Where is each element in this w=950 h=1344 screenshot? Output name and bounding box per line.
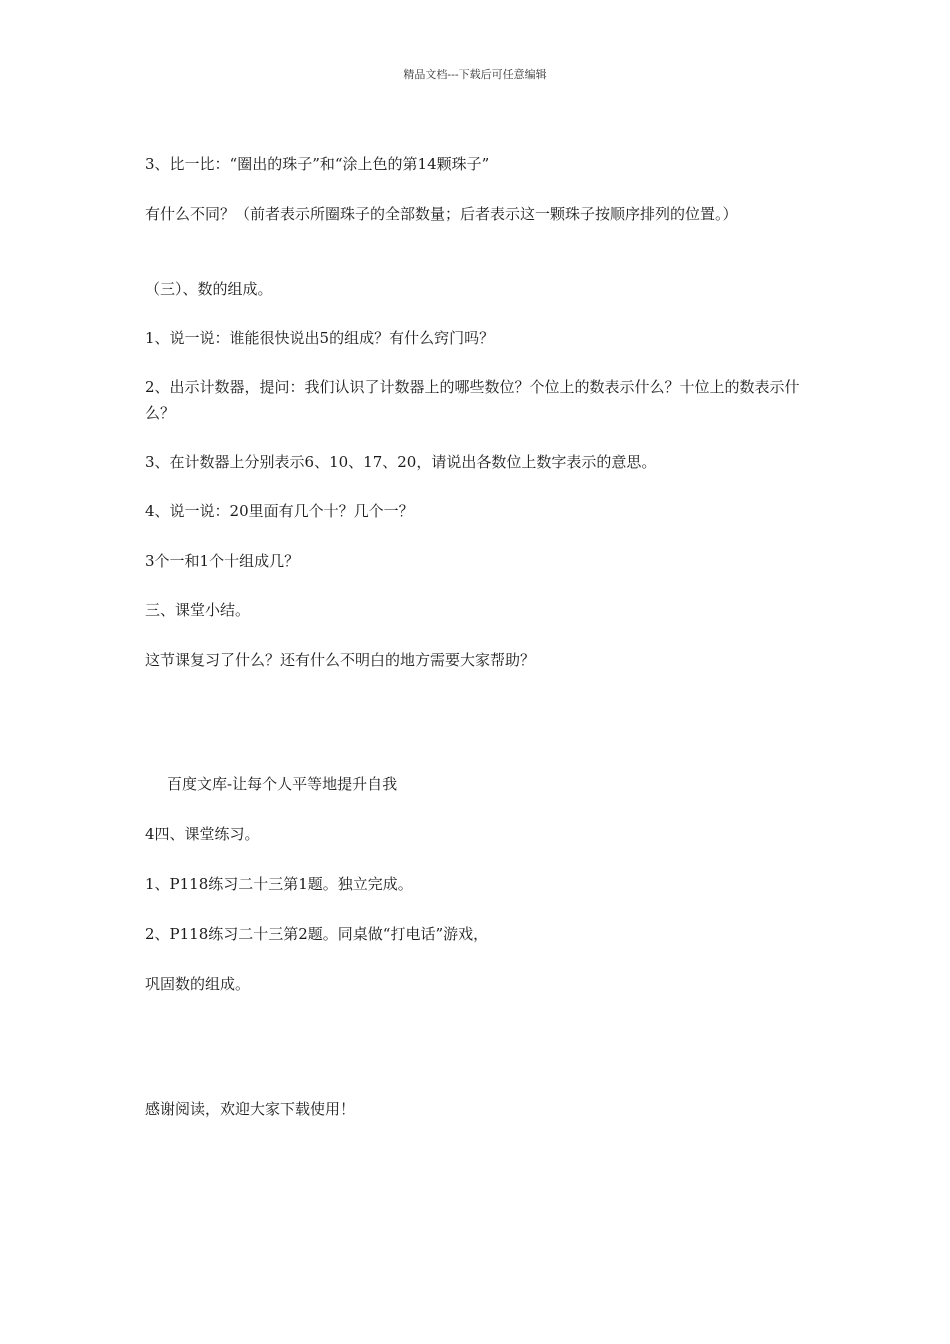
paragraph-item-1: 1、说一说：谁能很快说出5的组成？有什么窍门吗？	[145, 329, 495, 347]
paragraph-practice-1: 1、P118练习二十三第1题。独立完成。	[145, 875, 413, 893]
baidu-wenku-slogan: 百度文库-让每个人平等地提升自我	[167, 775, 398, 793]
paragraph-question: 3个一和1个十组成几？	[145, 552, 300, 570]
paragraph-compare: 3、比一比：“圈出的珠子”和“涂上色的第14颗珠子”	[145, 155, 490, 173]
closing-thanks: 感谢阅读，欢迎大家下载使用！	[145, 1100, 356, 1118]
section-heading-composition: （三）、数的组成。	[145, 280, 273, 298]
paragraph-practice-2: 2、P118练习二十三第2题。同桌做“打电话”游戏，	[145, 925, 489, 943]
section-heading-summary: 三、课堂小结。	[145, 601, 251, 619]
section-heading-practice: 4四、课堂练习。	[145, 825, 260, 843]
paragraph-summary: 这节课复习了什么？还有什么不明白的地方需要大家帮助？	[145, 651, 536, 669]
paragraph-practice-2-cont: 巩固数的组成。	[145, 975, 251, 993]
paragraph-difference: 有什么不同？（前者表示所圈珠子的全部数量；后者表示这一颗珠子按顺序排列的位置。）	[145, 205, 738, 223]
paragraph-item-4: 4、说一说：20里面有几个十？几个一？	[145, 502, 414, 520]
page-header: 精品文档---下载后可任意编辑	[403, 68, 547, 81]
paragraph-item-2: 2、出示计数器，提问：我们认识了计数器上的哪些数位？个位上的数表示什么？十位上的数表示什么？	[145, 378, 800, 422]
paragraph-item-3: 3、在计数器上分别表示6、10、17、20，请说出各数位上数字表示的意思。	[145, 453, 657, 471]
